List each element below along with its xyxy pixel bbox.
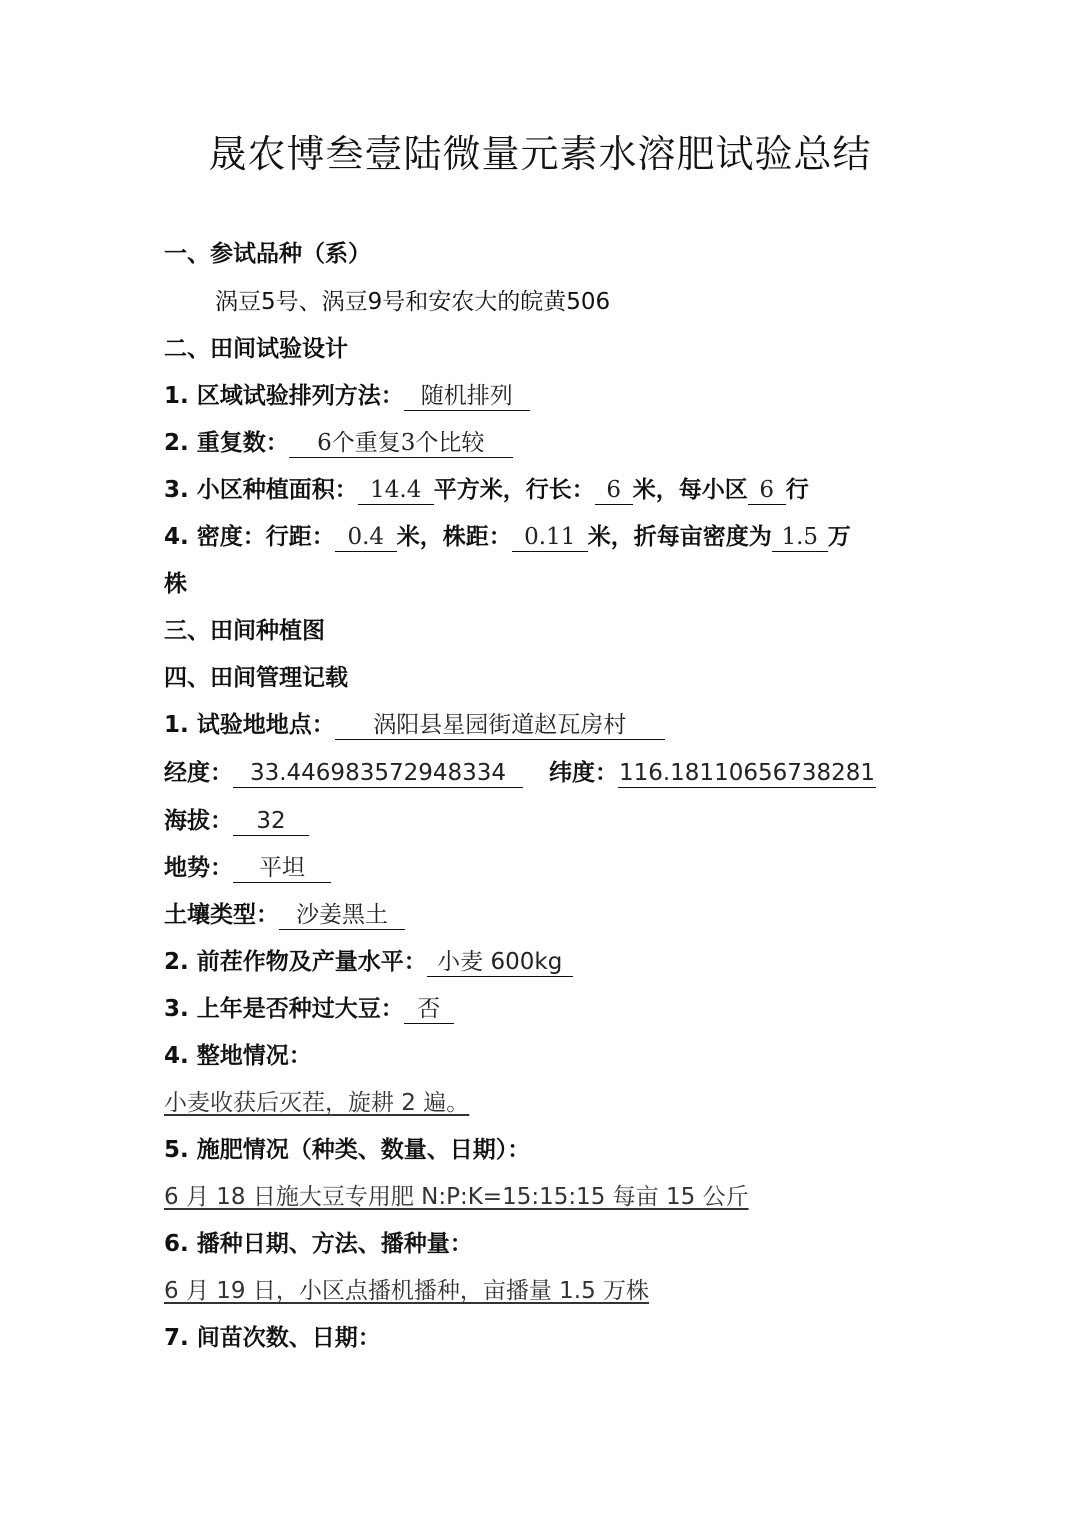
land-prep-value: 小麦收获后灭茬，旋耕 2 遍。	[164, 1090, 470, 1116]
section-4-heading: 四、田间管理记载	[164, 665, 348, 691]
previous-crop-row	[164, 946, 573, 978]
plot-area-value: 14.4	[358, 476, 434, 505]
land-prep-label: 4. 整地情况：	[164, 1043, 312, 1069]
section-1-heading: 一、参试品种（系）	[164, 241, 371, 267]
coordinates-row	[164, 757, 876, 789]
arrangement-label: 1. 区域试验排列方法：	[164, 383, 404, 409]
plot-area-text-3: 行	[785, 477, 809, 503]
altitude-value: 32	[233, 807, 309, 836]
location-row	[164, 709, 665, 741]
plot-area-row	[164, 474, 809, 506]
plot-area-label: 3. 小区种植面积：	[164, 477, 358, 503]
previous-crop-label: 2. 前茬作物及产量水平：	[164, 949, 427, 975]
row-length-value: 6	[595, 476, 633, 505]
altitude-row	[164, 805, 309, 837]
soil-row	[164, 899, 405, 931]
thinning-label: 7. 间苗次数、日期：	[164, 1325, 381, 1351]
longitude-label: 经度：	[164, 760, 233, 786]
plant-spacing-value: 0.11	[512, 523, 588, 552]
document-title: 晟农博叁壹陆微量元素水溶肥试验总结	[208, 132, 872, 176]
density-text-2: 米，折每亩密度为	[587, 524, 772, 550]
row-spacing-value: 0.4	[335, 523, 397, 552]
rows-per-plot-value: 6	[748, 476, 786, 505]
latitude-value: 116.18110656738281	[618, 760, 876, 786]
density-text-1: 米，株距：	[396, 524, 512, 550]
sowing-value: 6 月 19 日，小区点播机播种，亩播量 1.5 万株	[164, 1278, 650, 1304]
previous-crop-value: 小麦 600kg	[427, 948, 573, 977]
soybean-last-year-value: 否	[404, 995, 454, 1024]
section-2-heading: 二、田间试验设计	[164, 336, 348, 362]
density-row	[164, 521, 851, 553]
arrangement-value: 随机排列	[404, 382, 530, 411]
plot-area-text-2: 米，每小区	[632, 477, 748, 503]
density-unit-wrap: 株	[164, 571, 187, 597]
arrangement-row	[164, 380, 530, 412]
sowing-label: 6. 播种日期、方法、播种量：	[164, 1231, 473, 1257]
soil-label: 土壤类型：	[164, 902, 279, 928]
density-text-3: 万	[827, 524, 851, 550]
section-3-heading: 三、田间种植图	[164, 618, 325, 644]
soybean-last-year-row	[164, 993, 454, 1025]
longitude-value: 33.446983572948334	[233, 759, 523, 788]
soil-value: 沙姜黑土	[279, 901, 405, 930]
density-value: 1.5	[772, 523, 828, 552]
density-label: 4. 密度：行距：	[164, 524, 335, 550]
location-label: 1. 试验地地点：	[164, 712, 335, 738]
replication-value: 6个重复3个比较	[289, 429, 513, 458]
altitude-label: 海拔：	[164, 808, 233, 834]
soybean-last-year-label: 3. 上年是否种过大豆：	[164, 996, 404, 1022]
plot-area-text-1: 平方米，行长：	[433, 477, 595, 503]
fertilization-value: 6 月 18 日施大豆专用肥 N:P:K=15:15:15 每亩 15 公斤	[164, 1184, 749, 1210]
fertilization-label: 5. 施肥情况（种类、数量、日期）：	[164, 1137, 531, 1163]
replication-label: 2. 重复数：	[164, 430, 289, 456]
variety-list: 涡豆5号、涡豆9号和安农大的皖黄506	[215, 289, 611, 315]
location-value: 涡阳县星园街道赵瓦房村	[335, 711, 665, 740]
latitude-label: 纬度：	[549, 760, 618, 786]
replication-row	[164, 427, 513, 459]
terrain-row	[164, 852, 331, 884]
terrain-label: 地势：	[164, 855, 233, 881]
terrain-value: 平坦	[233, 854, 331, 883]
